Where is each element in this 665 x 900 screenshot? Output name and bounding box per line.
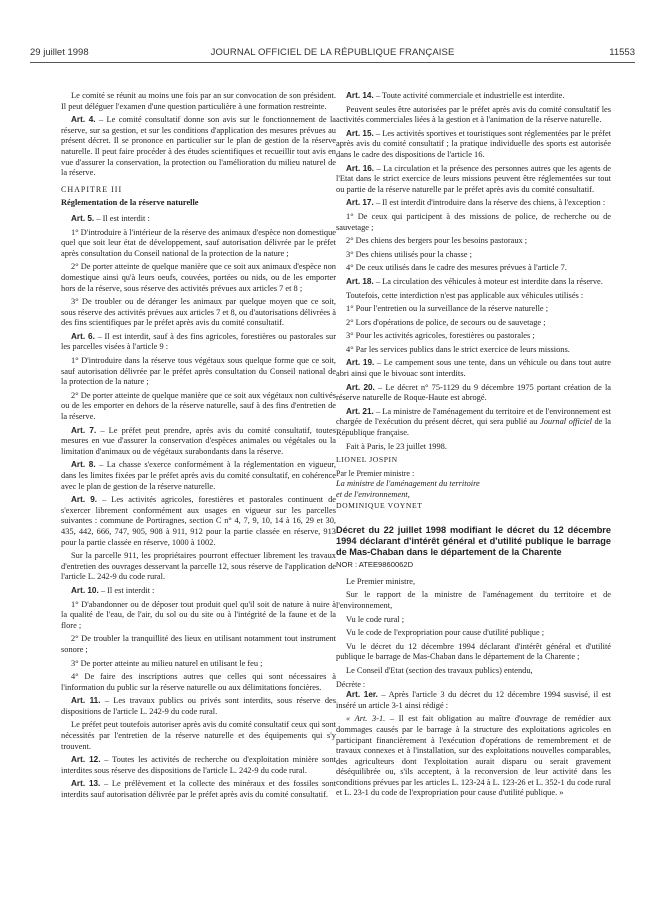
paragraph: Vu le code rural ; [346,614,405,624]
list-item: 2° Lors d'opérations de police, de secours ou de sauvetage ; [346,317,546,327]
paragraph: Le Conseil d'Etat (section des travaux publics) entendu, [346,665,533,675]
by-prime-minister: Par le Premier ministre : [336,468,415,478]
article-1 [336,690,611,711]
article-text: de la République française. [336,417,612,438]
article-text: – Il est interdit, sauf à des fins agricoles, forestières ou pastorales sur les parcelles visées à l'article 9 : [61,331,336,352]
header-journal-title: JOURNAL OFFICIEL DE LA RÉPUBLIQUE FRANÇAISE [210,47,455,58]
paragraph: Toutefois, cette interdiction n'est pas applicable aux véhicules utilisés : [346,290,584,300]
article-text: – La circulation et la présence des personnes autres que les agents de l'Etat dans le strict exercice de leurs missions peuvent être réglementées sur tout ou partie de la réserve naturelle par le préfet après avis du comité consultatif. [336,163,611,194]
list-item: 1° D'abandonner ou de déposer tout produit quel qu'il soit de nature à nuire à la qualité de l'eau, de l'air, du sol ou du site ou à l'intégrité de la faune et de la flore ; [61,599,336,630]
article-label: Art. 7. [71,425,97,435]
article-label: Art. 13. [71,779,101,789]
article-text: – Il est interdit d'introduire dans la réserve des chiens, à l'exception : [373,198,606,208]
article-text: – Il est interdit : [98,585,155,595]
minister-title-line-1: La ministre de l'aménagement du territoire [336,479,480,489]
article-7 [61,426,336,458]
article-text: – Il est fait obligation au maître d'ouvrage de remédier aux dommages causés par le barrage à la structure des exploitations agricoles en participant financièrement à l'exécution d'opérations de remembrement et de travaux connexes et à l'installation, sur des exploitations nouvelles comparables, des agriculteurs dont l'exploitation aurait disparu ou serait gravement déséquilibrée ou, s'ils acceptent, à la reconversion de leur activité dans les conditions prévues par les articles L. 123-24 à L. 123-26 et L. 352-1 du code rural et L. 23-1 du code de l'expropriation pour cause d'utilité publique. » [336,714,612,798]
article-21 [336,407,611,439]
article-text: – Le comité consultatif donne son avis sur le fonctionnement de la réserve, sur sa gestion, et sur les conditions d'application des mesures prévues au présent décret. Il se prononce en particulier sur le plan de gestion de la réserve naturelle. Il peut faire procéder à des études scientifiques et recueillir tout avis en vue d'assurer la conservation, la protection ou l'amélioration du milieu naturel de la réserve. [61,115,336,178]
right-column [336,91,611,802]
paragraph: Le Premier ministre, [346,576,416,586]
article-text: – La chasse s'exerce conformément à la réglementation en vigueur, dans les limites fixées par le préfet après avis du comité consultatif, en cohérence avec le plan de gestion de la réserve naturelle. [61,460,336,491]
article-3-1 [336,714,611,799]
article-11 [61,696,336,717]
article-10 [61,586,336,597]
article-text: – Les activités sportives et touristiques sont réglementées par le préfet après avis du comité consultatif ; la pratique individuelle des sports est autorisée dans le cadre des dispositions de l'article 16. [336,128,611,159]
paragraph: Sur le rapport de la ministre de l'aménagement du territoire et de l'environnement, [336,590,611,610]
signature-prime-minister: LIONEL JOSPIN [336,455,398,465]
list-item: 2° De porter atteinte de quelque manière que ce soit aux animaux d'espèce non domestique ainsi qu'à leurs oeufs, couvées, portées ou nids, ou de les emporter hors de la réserve, sous réserve des activités prévues aux articles 7 et 8 ; [61,262,336,293]
article-text: – Les travaux publics ou privés sont interdits, sous réserve des dispositions de l'article L. 242-9 du code rural. [61,696,336,716]
list-item: 4° De ceux utilisés dans le cadre des mesures prévues à l'article 7. [346,263,567,273]
paragraph: Le préfet peut toutefois autoriser après avis du comité consultatif ceux qui sont nécessités par l'entretien de la réserve naturelle et des équipements qui s'y trouvent. [61,720,336,751]
minister-title-line-2: et de l'environnement, [336,490,410,499]
decrete-heading: Décrète : [336,679,366,689]
article-16 [336,164,611,196]
article-label: Art. 15. [346,128,374,138]
article-label: « Art. 3-1. [346,714,386,724]
paragraph: Le comité se réunit au moins une fois par an sur convocation de son président. Il peut déléguer l'examen d'une question particulière à une formation restreinte. [61,91,336,111]
list-item: 1° D'introduire dans la réserve tous végétaux sous quelque forme que ce soit, sauf autorisation délivrée par le préfet après consultation du Conseil national de la protection de la nature ; [61,356,336,387]
article-label: Art. 8. [71,460,96,470]
article-label: Art. 1er. [346,690,378,700]
article-label: Art. 14. [346,91,374,100]
article-8 [61,460,336,492]
article-text: – Toute activité commerciale et industrielle est interdite. [373,91,565,100]
article-label: Art. 4. [71,115,96,125]
article-text: – La circulation des véhicules à moteur est interdite dans la réserve. [373,276,603,286]
header-rule [30,62,635,63]
nor-reference: NOR : ATEE9860062D [336,560,414,570]
chapter-heading: CHAPITRE III [61,184,123,194]
list-item: 4° De faire des inscriptions autres que celles qui sont nécessaires à l'information du public sur la réserve naturelle ou aux délimitations foncières. [61,672,336,692]
paragraph: Sur la parcelle 911, les propriétaires pourront effectuer librement les travaux d'entretien des ouvrages desservant la parcelle 12, sous réserve de l'application de l'article L. 242-9 du code rural. [61,551,336,582]
article-label: Art. 17. [346,198,374,208]
header-date: 29 juillet 1998 [30,47,89,58]
article-text: – Après l'article 3 du décret du 12 décembre 1994 susvisé, il est inséré un article 3-1 ainsi rédigé : [336,690,611,710]
article-6 [61,332,336,353]
article-label: Art. 5. [71,213,95,223]
article-text: – Il est interdit : [94,213,150,223]
article-label: Art. 12. [71,755,101,765]
page-header [30,47,635,63]
article-text: – Les activités agricoles, forestières et pastorales continuent de s'exercer librement conformément aux usages en vigueur sur les parcelles suivantes : commune de Portiragnes, section C n° 4, 7, 9, 10, 14 à 16, 29 et 30, 435, 442, 666, 747, 905, 908 à 911, 912 pour la partie classée en réserve, 913 pour la partie classée en réserve, 1000 à 1002. [61,495,336,547]
article-19 [336,358,611,379]
list-item: 2° Des chiens des bergers pour les besoins pastoraux ; [346,236,528,246]
list-item: 2° De troubler la tranquillité des lieux en utilisant notamment tout instrument sonore ; [61,634,336,654]
article-13 [61,779,336,800]
article-15 [336,129,611,161]
article-text: – La ministre de l'aménagement du territoire et de l'environnement est chargée de l'exécution du présent décret, qui sera publié au [336,406,611,427]
article-9 [61,495,336,548]
article-text: – Le préfet peut prendre, après avis du comité consultatif, toutes mesures en vue d'assurer la conservation d'espèces animales ou végétales ou la limitation d'animaux ou de végétaux surabondants dans la réserve. [61,425,336,456]
section-heading: Réglementation de la réserve naturelle [61,198,199,208]
article-label: Art. 21. [346,406,374,416]
article-label: Art. 19. [346,358,375,368]
article-17 [336,198,611,209]
paragraph: Vu le décret du 12 décembre 1994 déclarant d'intérêt général et d'utilité publique le barrage de Mas-Chaban dans le département de la Charente ; [336,641,611,662]
minister-name: DOMINIQUE VOYNET [336,500,423,510]
article-label: Art. 10. [71,585,99,595]
article-label: Art. 20. [346,382,375,392]
list-item: 4° Par les services publics dans le strict exercice de leurs missions. [346,344,570,354]
article-label: Art. 9. [71,495,98,505]
list-item: 3° Des chiens utilisés pour la chasse ; [346,249,472,259]
header-page-number: 11553 [609,47,635,58]
article-text: – Toutes les activités de recherche ou d'exploitation minière sont interdites sous réserve des dispositions de l'article L. 242-9 du code rural. [61,755,336,775]
article-18 [336,277,611,288]
list-item: 1° D'introduire à l'intérieur de la réserve des animaux d'espèce non domestique quel que soit leur état de développement, sauf autorisation délivrée par le préfet après consultation du Conseil national de la protection de la nature ; [61,227,336,258]
list-item: 2° De porter atteinte de quelque manière que ce soit aux végétaux non cultivés ou de les emporter en dehors de la réserve naturelle, sauf à des fins d'entretien de la réserve. [61,390,336,422]
list-item: 1° Pour l'entretien ou la surveillance de la réserve naturelle ; [346,304,549,314]
article-14 [336,91,611,102]
article-4 [61,115,336,179]
article-label: Art. 18. [346,276,374,286]
list-item: 3° Pour les activités agricoles, forestières ou pastorales ; [346,331,535,341]
paragraph: Peuvent seules être autorisées par le préfet après avis du comité consultatif les activités commerciales liées à la gestion et à l'animation de la réserve naturelle. [336,104,611,125]
list-item: 3° De porter atteinte au milieu naturel en utilisant le feu ; [71,658,263,668]
signature-place-date: Fait à Paris, le 23 juillet 1998. [346,441,447,451]
article-5 [61,214,336,225]
list-item: 1° De ceux qui participent à des missions de police, de recherche ou de sauvetage ; [336,211,611,232]
decree-title: Décret du 22 juillet 1998 modifiant le décret du 12 décembre 1994 déclarant d'intérêt général et d'utilité publique le barrage de Mas-Chaban dans le département de la Charente [336,525,611,558]
list-item: 3° De troubler ou de déranger les animaux par quelque moyen que ce soit, sous réserve des activités prévues aux articles 7 et 8, ou d'autorisations délivrées à des fins scientifiques par le préfet après avis du comité consultatif. [61,297,337,328]
article-text: – Le prélèvement et la collecte des minéraux et des fossiles sont interdits sauf autorisation délivrée par le préfet après avis du comité consultatif. [61,779,336,800]
article-20 [336,383,611,404]
article-label: Art. 16. [346,163,375,173]
article-label: Art. 11. [71,696,101,706]
article-label: Art. 6. [71,331,95,341]
article-text: – Le campement sous une tente, dans un véhicule ou dans tout autre abri ainsi que le bivouac sont interdits. [336,358,611,379]
article-text: – Le décret n° 75-1129 du 9 décembre 1975 portant création de la réserve naturelle de Roque-Haute est abrogé. [336,382,611,403]
left-column [61,91,336,804]
journal-officiel-text: Journal officiel [540,417,592,427]
article-12 [61,755,336,776]
paragraph: Vu le code de l'expropriation pour cause d'utilité publique ; [346,628,545,638]
